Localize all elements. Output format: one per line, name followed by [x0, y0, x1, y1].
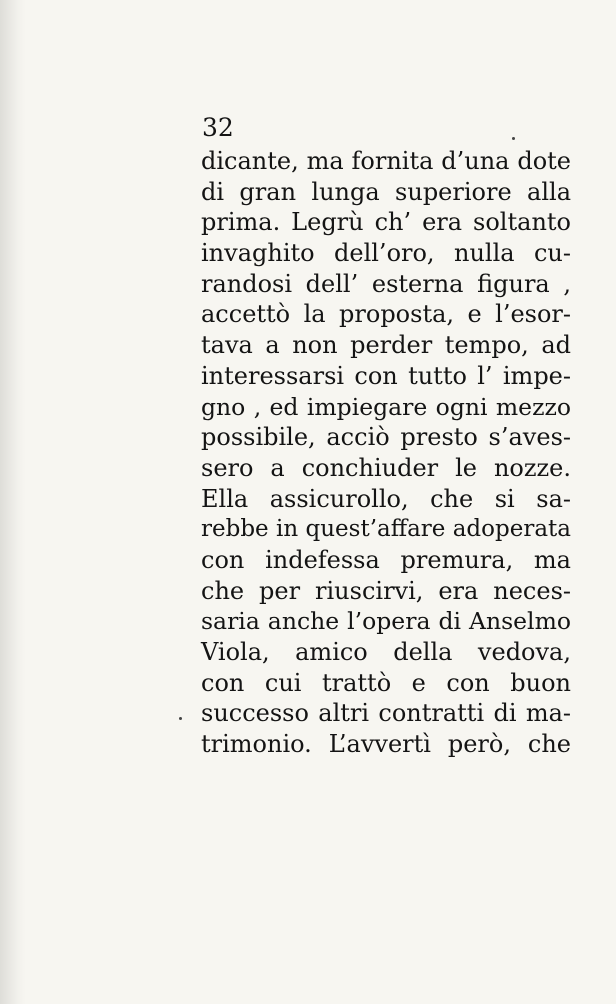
text-line: Viola, amico della vedova, — [201, 638, 571, 666]
print-speck — [179, 717, 182, 720]
text-line: sero a conchiuder le nozze. — [201, 453, 571, 482]
text-line: prima. Legrù ch’ era soltanto — [201, 208, 571, 237]
page-number: 32 — [202, 113, 234, 142]
text-line: invaghito dell’oro, nulla cu- — [201, 239, 571, 268]
text-line: tava a non perder tempo, ad — [201, 331, 571, 360]
text-line: successo altri contratti di ma- — [201, 699, 571, 728]
print-speck — [512, 137, 515, 140]
text-line: con indefessa premura, ma — [201, 545, 571, 574]
text-line: che per riuscirvi, era neces- — [201, 576, 571, 605]
text-line: trimonio. L’avvertì però, che — [201, 730, 571, 759]
text-line: con cui trattò e con buon — [201, 668, 571, 697]
text-line: saria anche l’opera di Anselmo — [201, 607, 571, 636]
text-line: randosi dell’ esterna figura , — [201, 269, 571, 298]
text-line: di gran lunga superiore alla — [201, 177, 571, 206]
text-line: accettò la proposta, e l’esor- — [201, 300, 571, 329]
body-text — [201, 146, 571, 760]
text-line: Ella assicurollo, che si sa- — [201, 484, 571, 513]
text-line: interessarsi con tutto l’ impe- — [201, 361, 571, 390]
binding-gutter-shadow — [0, 0, 26, 1004]
text-line: rebbe in quest’affare adoperata — [201, 516, 571, 543]
text-line: dicante, ma fornita d’una dote — [201, 147, 571, 175]
text-line: possibile, acciò presto s’aves- — [201, 423, 571, 452]
text-line: gno , ed impiegare ogni mezzo — [201, 392, 571, 421]
